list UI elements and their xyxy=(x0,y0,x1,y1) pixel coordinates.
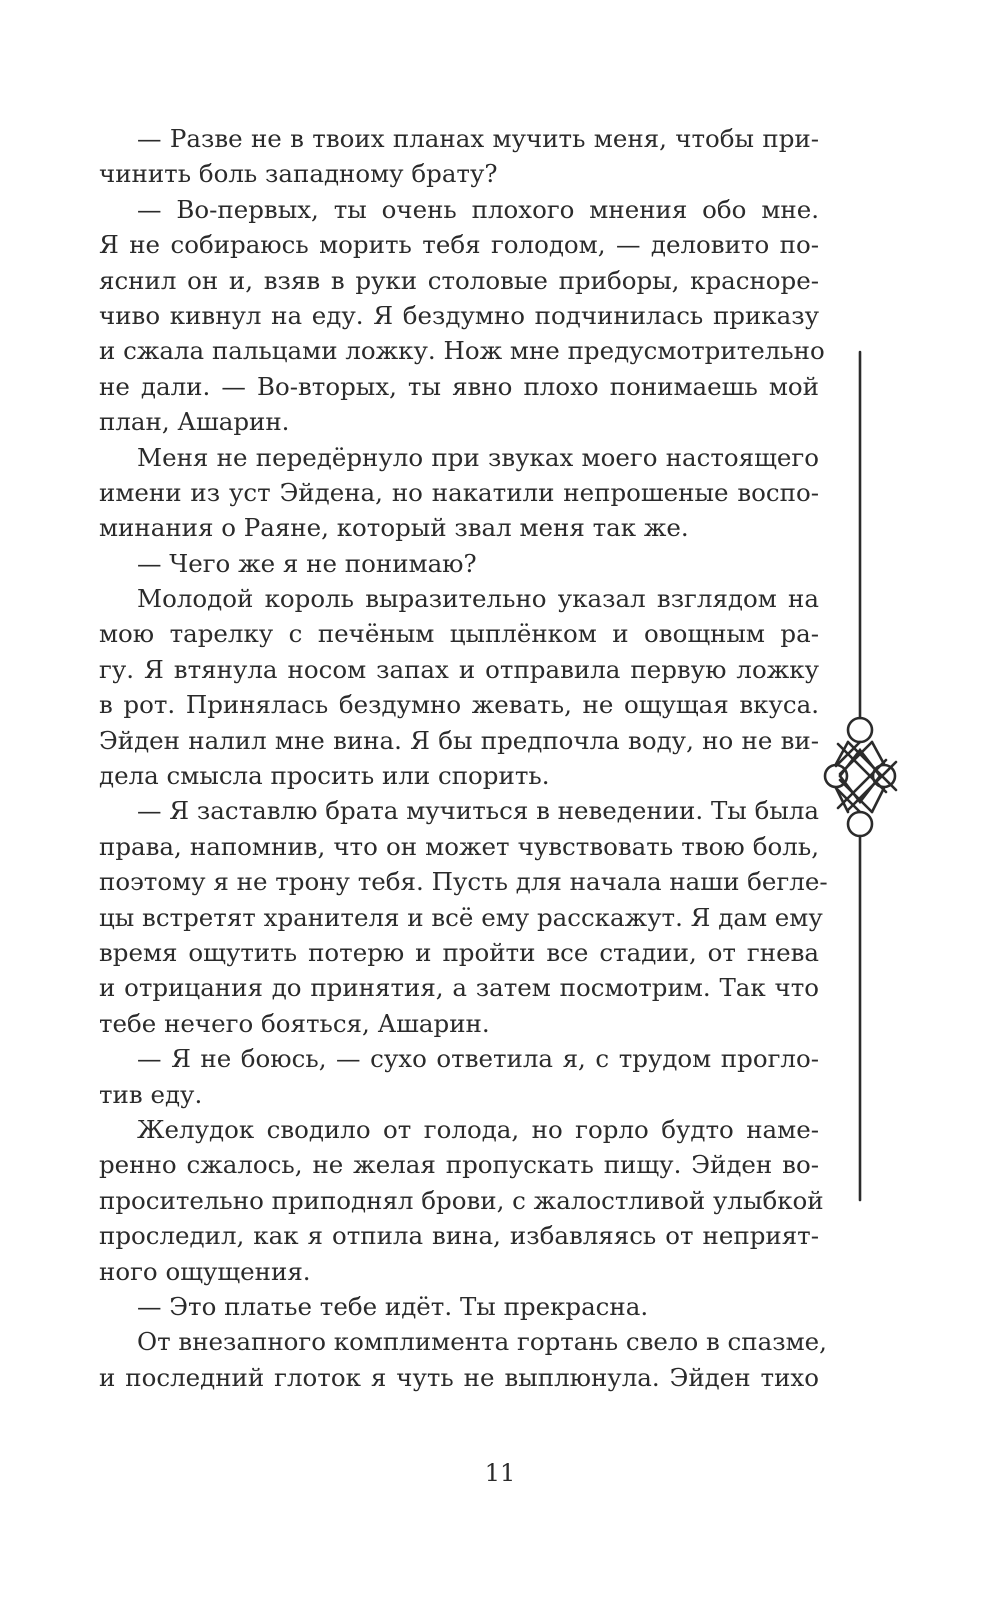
page-body-text xyxy=(99,121,828,1395)
text-line: Я не собираюсь морить тебя голодом, — деловито по- xyxy=(99,230,819,260)
text-line: — Я не боюсь, — сухо ответила я, с трудом прогло- xyxy=(137,1044,819,1074)
text-line: ного ощущения. xyxy=(99,1256,311,1286)
celtic-knot-icon xyxy=(825,352,896,1200)
text-line: яснил он и, взяв в руки столовые приборы, красноре- xyxy=(99,265,819,295)
text-line: Меня не передёрнуло при звуках моего настоящего xyxy=(137,442,819,472)
text-line: чиво кивнул на еду. Я бездумно подчинилась приказу xyxy=(99,300,819,330)
text-line: От внезапного комплимента гортань свело в спазме, xyxy=(137,1327,827,1357)
text-line: — Разве не в твоих планах мучить меня, чтобы при- xyxy=(137,124,819,153)
text-line: права, напомнив, что он может чувствовать твою боль, xyxy=(99,831,819,861)
text-line: ренно сжалось, не желая пропускать пищу. Эйден во- xyxy=(99,1150,819,1180)
text-line: проследил, как я отпила вина, избавляясь от неприят- xyxy=(99,1221,819,1251)
page-number: 11 xyxy=(484,1459,516,1487)
text-line: имени из уст Эйдена, но накатили непрошеные воспо- xyxy=(99,477,819,507)
text-line: и последний глоток я чуть не выплюнула. Эйден тихо xyxy=(99,1362,819,1392)
text-line: время ощутить потерю и пройти все стадии, от гнева xyxy=(99,937,819,967)
text-line: — Я заставлю брата мучиться в неведении. Ты была xyxy=(137,796,819,826)
celtic-knot-ornament xyxy=(822,348,902,1203)
text-line: чинить боль западному брату? xyxy=(99,159,498,189)
text-line: — Во-первых, ты очень плохого мнения обо мне. xyxy=(137,194,819,224)
text-line: и сжала пальцами ложку. Нож мне предусмотрительно xyxy=(99,336,825,366)
text-line: Молодой король выразительно указал взглядом на xyxy=(137,584,819,614)
text-line: минания о Раяне, который звал меня так же. xyxy=(99,513,689,543)
text-line: план, Ашарин. xyxy=(99,407,290,437)
text-line: просительно приподнял брови, с жалостливой улыбкой xyxy=(99,1185,824,1215)
text-line: Желудок сводило от голода, но горло будто наме- xyxy=(137,1114,819,1144)
text-line: Эйден налил мне вина. Я бы предпочла воду, но не ви- xyxy=(99,725,819,755)
text-line: поэтому я не трону тебя. Пусть для начала наши бегле- xyxy=(99,867,828,897)
text-line: тебе нечего бояться, Ашарин. xyxy=(99,1008,490,1038)
text-line: — Чего же я не понимаю? xyxy=(137,548,477,578)
text-line: не дали. — Во-вторых, ты явно плохо понимаешь мой xyxy=(99,371,819,401)
text-line: цы встретят хранителя и всё ему расскажут. Я дам ему xyxy=(99,902,823,932)
text-line: в рот. Принялась бездумно жевать, не ощущая вкуса. xyxy=(99,690,819,720)
text-line: дела смысла просить или спорить. xyxy=(99,761,550,791)
text-line: и отрицания до принятия, а затем посмотрим. Так что xyxy=(99,973,819,1003)
text-line: — Это платье тебе идёт. Ты прекрасна. xyxy=(137,1291,649,1321)
text-line: гу. Я втянула носом запах и отправила первую ложку xyxy=(99,654,819,684)
text-line: мою тарелку с печёным цыплёнком и овощным ра- xyxy=(99,619,819,649)
text-line: тив еду. xyxy=(99,1079,203,1109)
